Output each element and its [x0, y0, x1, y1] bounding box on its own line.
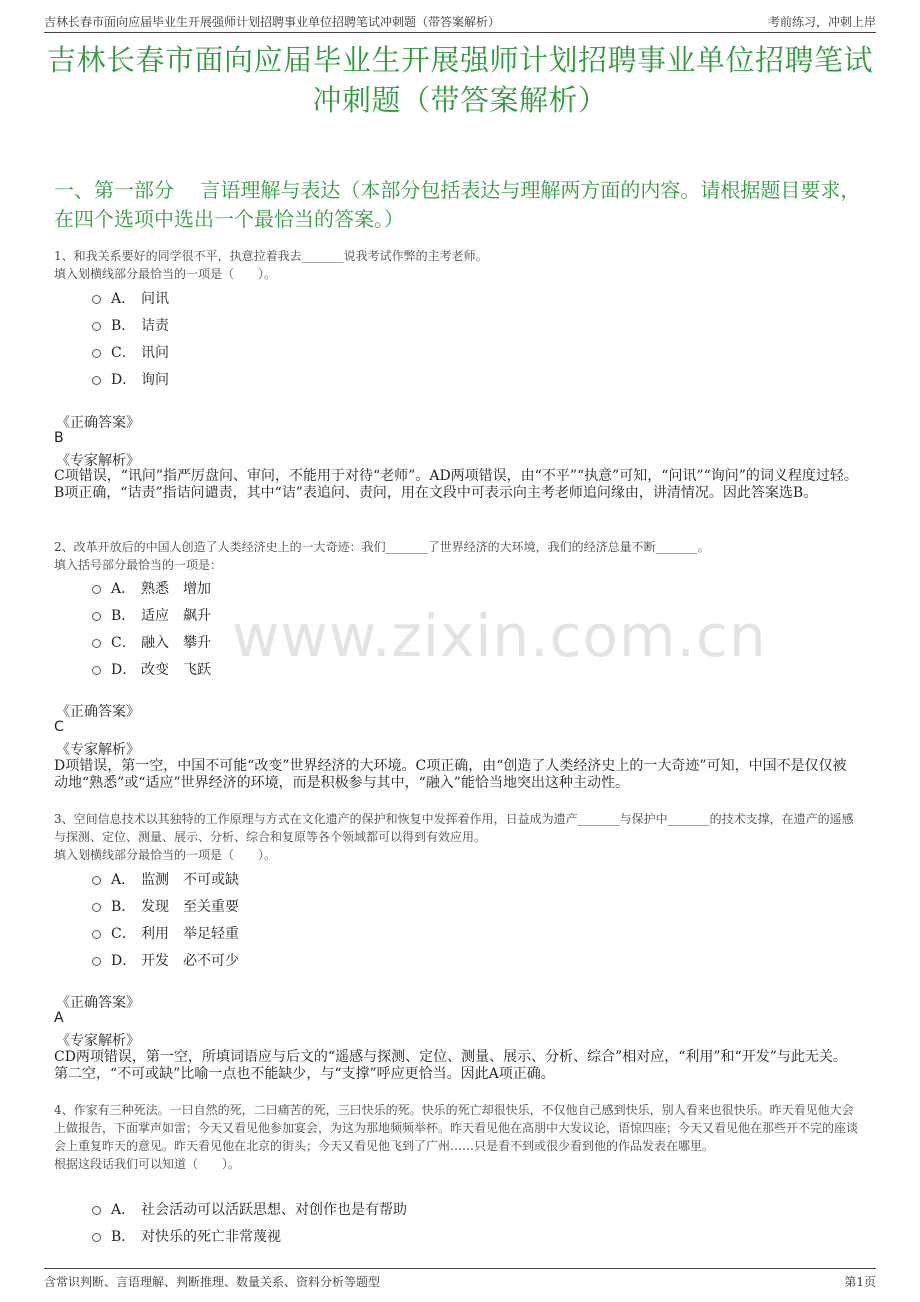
radio-icon[interactable]: [92, 1206, 101, 1215]
answer-value: A: [54, 1010, 64, 1026]
radio-icon[interactable]: [92, 876, 101, 885]
page-header: [44, 10, 876, 33]
radio-icon[interactable]: [92, 1233, 101, 1242]
answer-label: 《正确答案》: [56, 415, 140, 431]
explanation-label: 《专家解析》: [56, 1033, 140, 1049]
explanation-text: D项错误，第一空，中国不可能“改变”世界经济的大环境。C项正确，由“创造了人类经济史上的一大奇迹”可知，中国不是仅仅被动地“熟悉”或“适应”世界经济的环境，而是积极参与其中，“融入”能恰当地突出这种主动性。: [54, 758, 847, 791]
answer-label: 《正确答案》: [56, 704, 140, 720]
option-c[interactable]: C． 利用 举足轻重: [92, 919, 239, 946]
question-3: [54, 810, 862, 864]
radio-icon[interactable]: [92, 376, 101, 385]
question-1: [54, 247, 862, 283]
question-prompt: 填入括号部分最恰当的一项是：: [54, 558, 223, 572]
explanation-label: 《专家解析》: [56, 453, 140, 469]
option-c[interactable]: C． 讯问: [92, 338, 169, 365]
option-a[interactable]: A． 问讯: [92, 284, 169, 311]
option-a[interactable]: A． 监测 不可或缺: [92, 865, 239, 892]
option-b[interactable]: B． 适应 飙升: [92, 601, 211, 628]
radio-icon[interactable]: [92, 295, 101, 304]
question-4: [54, 1101, 862, 1173]
answer-value: B: [54, 430, 64, 446]
option-d[interactable]: D． 改变 飞跃: [92, 655, 211, 682]
page-number: 第1页: [844, 1275, 876, 1289]
option-d[interactable]: D． 开发 必不可少: [92, 946, 239, 973]
radio-icon[interactable]: [92, 666, 101, 675]
option-a[interactable]: A． 熟悉 增加: [92, 574, 211, 601]
option-c[interactable]: C． 融入 攀升: [92, 628, 211, 655]
question-stem: 2、改革开放后的中国人创造了人类经济史上的一大奇迹：我们_______了世界经济的大环境，我们的经济总量不断_______。: [54, 540, 710, 554]
explanation-label: 《专家解析》: [56, 742, 140, 758]
explanation-text: CD两项错误，第一空，所填词语应与后文的“遥感与探测、定位、测量、展示、分析、综合”相对应，“利用”和“开发”与此无关。第二空，“不可或缺”比喻一点也不能缺少，与“支撑”呼应更恰当。因此A项正确。: [54, 1049, 847, 1082]
radio-icon[interactable]: [92, 639, 101, 648]
options-q4: [92, 1195, 407, 1249]
question-2: [54, 538, 862, 574]
option-b[interactable]: B． 对快乐的死亡非常蔑视: [92, 1222, 407, 1249]
radio-icon[interactable]: [92, 930, 101, 939]
radio-icon[interactable]: [92, 585, 101, 594]
explanation-text: C项错误，“讯问”指严厉盘问、审问，不能用于对待“老师”。AD两项错误，由“不平”“执意”可知，“问讯”“询问”的词义程度过轻。B项正确，“诘责”指诘问谴责，其中“诘”表追问、责问，用在文段中可表示向主考老师追问缘由，讲清情况。因此答案选B。: [54, 468, 858, 501]
radio-icon[interactable]: [92, 322, 101, 331]
option-a[interactable]: A． 社会活动可以活跃思想、对创作也是有帮助: [92, 1195, 407, 1222]
radio-icon[interactable]: [92, 612, 101, 621]
question-stem: 1、和我关系要好的同学很不平，执意拉着我去_______说我考试作弊的主考老师。: [54, 249, 488, 263]
answer-value: C: [54, 719, 64, 735]
question-stem: 3、空间信息技术以其独特的工作原理与方式在文化遗产的保护和恢复中发挥着作用，日益成为遗产_______与保护中_______的技术支撑，在遗产的遥感与探测、定位、测量、展示、分析、综合和复原等各个领域都可以得到有效应用。: [54, 812, 854, 844]
page-footer: [44, 1268, 876, 1293]
header-slogan: 考前练习，冲刺上岸: [767, 15, 876, 29]
header-doc-title: 吉林长春市面向应届毕业生开展强师计划招聘事业单位招聘笔试冲刺题（带答案解析）: [44, 15, 501, 29]
option-b[interactable]: B． 诘责: [92, 311, 169, 338]
options-q3: [92, 865, 239, 973]
section-heading: 一、第一部分 言语理解与表达（本部分包括表达与理解两方面的内容。请根据题目要求，在四个选项中选出一个最恰当的答案。）: [54, 178, 861, 231]
footer-topics: 含常识判断、言语理解、判断推理、数量关系、资料分析等题型: [44, 1275, 381, 1289]
radio-icon[interactable]: [92, 349, 101, 358]
question-prompt: 填入划横线部分最恰当的一项是（ ）。: [54, 848, 277, 862]
question-prompt: 填入划横线部分最恰当的一项是（ ）。: [54, 267, 277, 281]
question-prompt: 根据这段话我们可以知道（ ）。: [54, 1157, 241, 1171]
options-q1: [92, 284, 169, 392]
option-d[interactable]: D． 询问: [92, 365, 169, 392]
radio-icon[interactable]: [92, 903, 101, 912]
question-stem: 4、作家有三种死法。一曰自然的死，二曰痛苦的死，三曰快乐的死。快乐的死亡却很快乐，不仅他自己感到快乐，别人看来也很快乐。昨天看见他大会上做报告，下面掌声如雷；今天又看见他参加宴会，为这为那地频频举杯。昨天看见他在高朋中大发议论，语惊四座；今天又看见他在那些开不完的座谈会上重复昨天的意见。昨天看见他在北京的街头；今天又看见他飞到了广州……只是看不到或很少看到他的作品发表在哪里。: [54, 1103, 859, 1153]
option-b[interactable]: B． 发现 至关重要: [92, 892, 239, 919]
radio-icon[interactable]: [92, 957, 101, 966]
options-q2: [92, 574, 211, 682]
answer-label: 《正确答案》: [56, 995, 140, 1011]
watermark: www.zixin.com.cn: [232, 602, 767, 670]
document-title: 吉林长春市面向应届毕业生开展强师计划招聘事业单位招聘笔试冲刺题（带答案解析）: [46, 43, 873, 117]
